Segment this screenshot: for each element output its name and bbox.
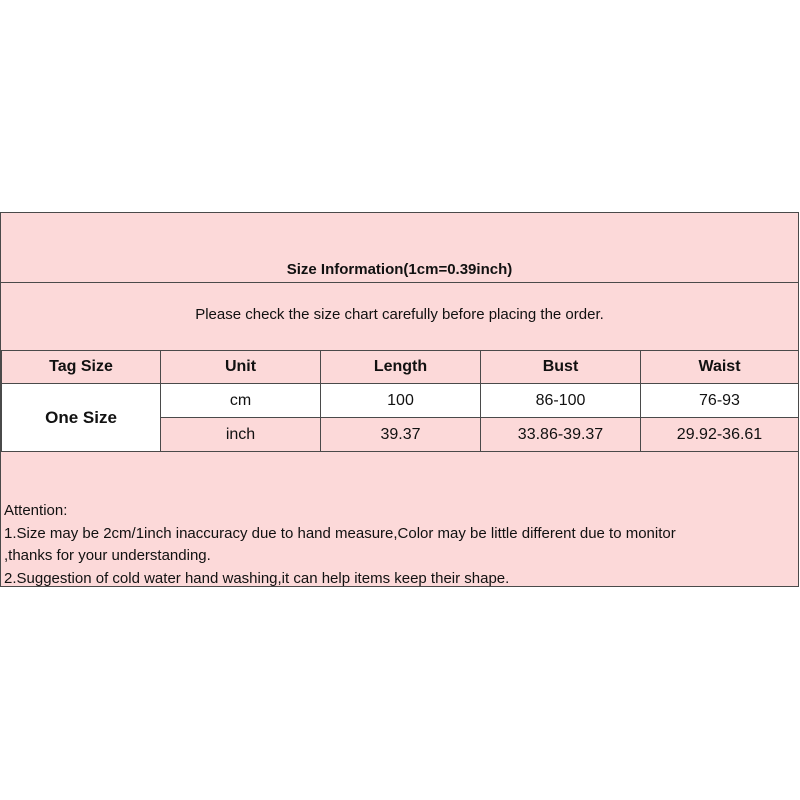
attention-heading: Attention: (4, 502, 68, 519)
table-header-row (2, 351, 799, 384)
header-waist: Waist (641, 351, 799, 384)
size-chart (0, 212, 799, 587)
order-note: Please check the size chart carefully before placing the order. (195, 306, 604, 323)
size-table (1, 350, 799, 452)
header-length: Length (321, 351, 481, 384)
waist-cell: 76-93 (641, 384, 799, 418)
attention-line-2: ,thanks for your understanding. (4, 547, 211, 564)
table-row (2, 384, 799, 418)
waist-cell: 29.92-36.61 (641, 418, 799, 452)
tag-size-cell: One Size (2, 384, 161, 452)
size-chart-title: Size Information(1cm=0.39inch) (286, 261, 513, 278)
bust-cell: 86-100 (481, 384, 641, 418)
length-cell: 100 (321, 384, 481, 418)
note-row (1, 283, 798, 351)
length-cell: 39.37 (321, 418, 481, 452)
attention-notes (4, 500, 796, 590)
title-row (1, 213, 798, 283)
header-bust: Bust (481, 351, 641, 384)
unit-cell: inch (161, 418, 321, 452)
unit-cell: cm (161, 384, 321, 418)
header-unit: Unit (161, 351, 321, 384)
header-tag-size: Tag Size (2, 351, 161, 384)
attention-line-3: 2.Suggestion of cold water hand washing,it can help items keep their shape. (4, 569, 510, 587)
attention-line-1: 1.Size may be 2cm/1inch inaccuracy due to hand measure,Color may be little different due to monitor (4, 524, 676, 542)
bust-cell: 33.86-39.37 (481, 418, 641, 452)
